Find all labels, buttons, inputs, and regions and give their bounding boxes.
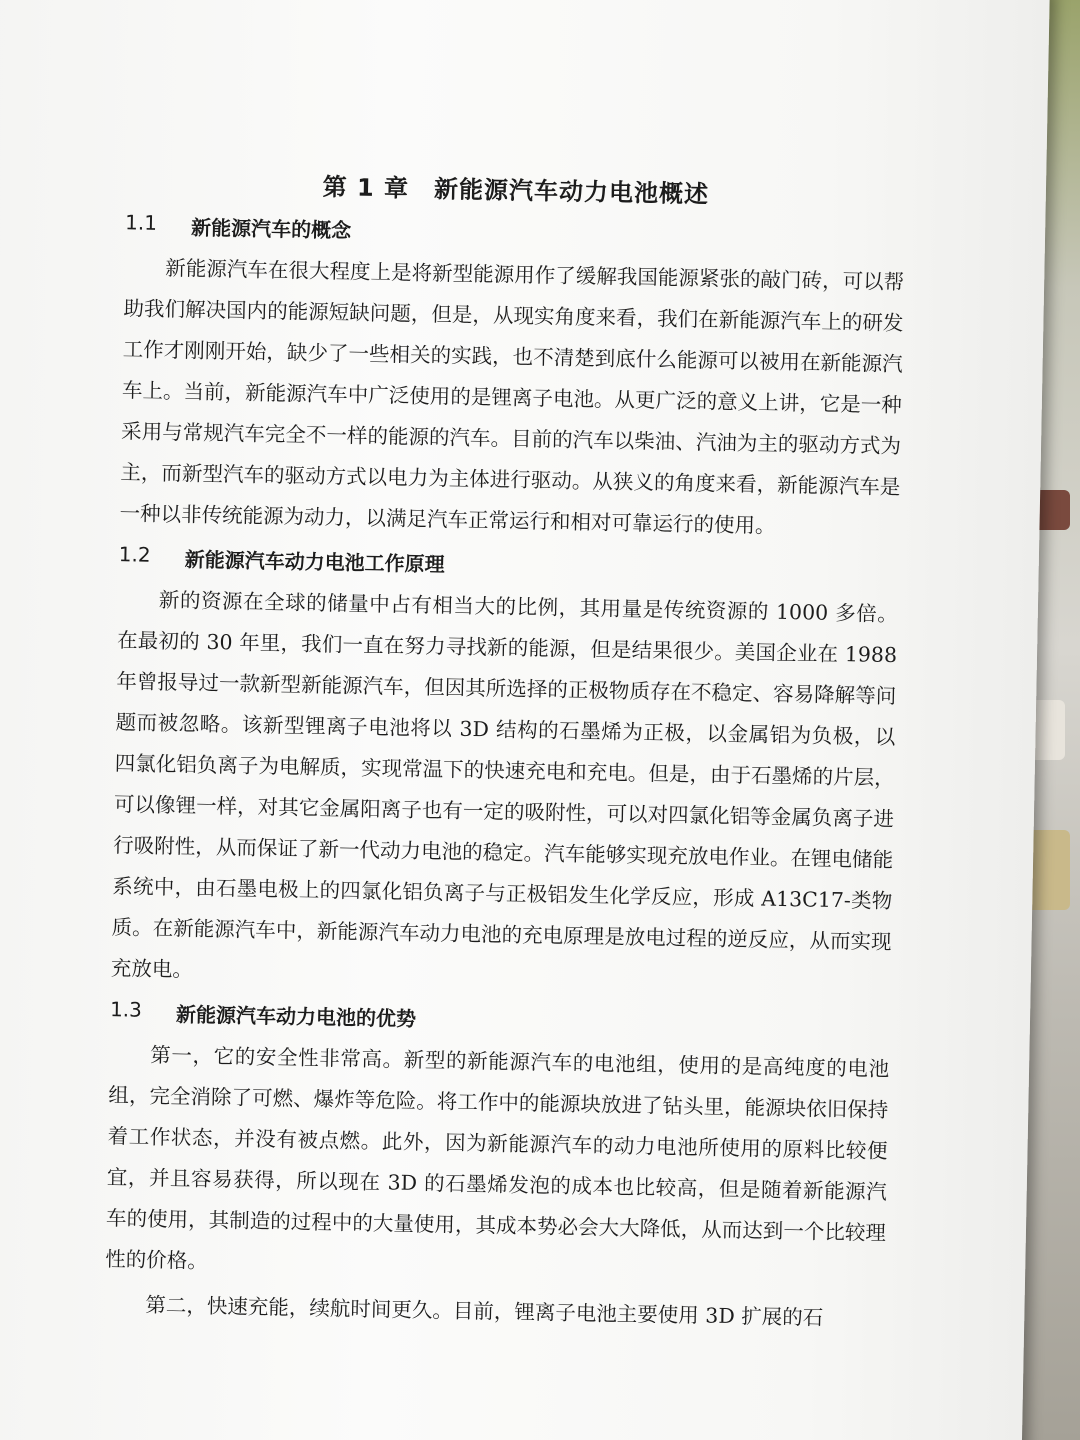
section-1-1 bbox=[119, 210, 905, 549]
section-1-2 bbox=[110, 542, 898, 1004]
section-title: 新能源汽车动力电池工作原理 bbox=[184, 547, 445, 577]
section-title: 新能源汽车的概念 bbox=[190, 215, 352, 243]
section-heading bbox=[110, 997, 890, 1041]
paragraph: 新的资源在全球的储量中占有相当大的比例，其用量是传统资源的 1000 多倍。在最初的 30 年里，我们一直在努力寻找新的能源，但是结果很少。美国企业在 1988 年曾报导过一款新型新能源汽车，但因其所选择的正极物质存在不稳定、容易降解等问题而被忽略。该新型锂离子电池将以 3D 结构的石墨烯为正极，以金属铝为负极，以四氯化铝负离子为电解质，实现常温下的快速充电和充电。但是，由于石墨烯的片层，可以像锂一样，对其它金属阳离子也有一定的吸附性，可以对四氯化铝等金属负离子进行吸附性，从而保证了新一代动力电池的稳定。汽车能够实现充放电作业。在锂电储能系统中，由石墨电极上的四氯化铝负离子与正极铝发生化学反应，形成 A13C17-类物质。在新能源汽车中，新能源汽车动力电池的充电原理是放电过程的逆反应，从而实现充放电。 bbox=[110, 587, 899, 982]
paragraph: 新能源汽车在很大程度上是将新型能源用作了缓解我国能源紧张的敲门砖，可以帮助我们解决国内的能源短缺问题，但是，从现实角度来看，我们在新能源汽车上的研发工作才刚刚开始，缺少了一些相关的实践，也不清楚到底什么能源可以被用在新能源汽车上。当前，新能源汽车中广泛使用的是锂离子电池。从更广泛的意义上讲，它是一种采用与常规汽车完全不一样的能源的汽车。目前的汽车以柴油、汽油为主的驱动方式为主，而新型汽车的驱动方式以电力为主体进行驱动。从狭义的角度来看，新能源汽车是一种以非传统能源为动力，以满足汽车正常运行和相对可靠运行的使用。 bbox=[119, 255, 905, 538]
section-1-3 bbox=[104, 997, 890, 1340]
section-number: 1.3 bbox=[109, 997, 143, 1022]
paragraph: 第二，快速充能，续航时间更久。目前，锂离子电池主要使用 3D 扩展的石 bbox=[145, 1292, 824, 1330]
document-content bbox=[104, 163, 906, 1344]
section-heading bbox=[118, 542, 898, 586]
section-title: 新能源汽车动力电池的优势 bbox=[175, 1002, 417, 1031]
section-number: 1.1 bbox=[124, 210, 158, 235]
section-heading bbox=[125, 210, 905, 254]
paragraph: 第一，它的安全性非常高。新型的新能源汽车的电池组，使用的是高纯度的电池组，完全消除了可燃、爆炸等危险。将工作中的能源块放进了钻头里，能源块依旧保持着工作状态，并没有被点燃。此外，因为新能源汽车的动力电池所使用的原料比较便宜，并且容易获得，所以现在 3D 的石墨烯发泡的成本也比较高，但是随着新能源汽车的使用，其制造的过程中的大量使用，其成本势必会大大降低，从而达到一个比较理性的价格。 bbox=[105, 1042, 890, 1273]
section-number: 1.2 bbox=[118, 542, 151, 567]
chapter-title: 第 1 章 新能源汽车动力电池概述 bbox=[322, 173, 710, 209]
